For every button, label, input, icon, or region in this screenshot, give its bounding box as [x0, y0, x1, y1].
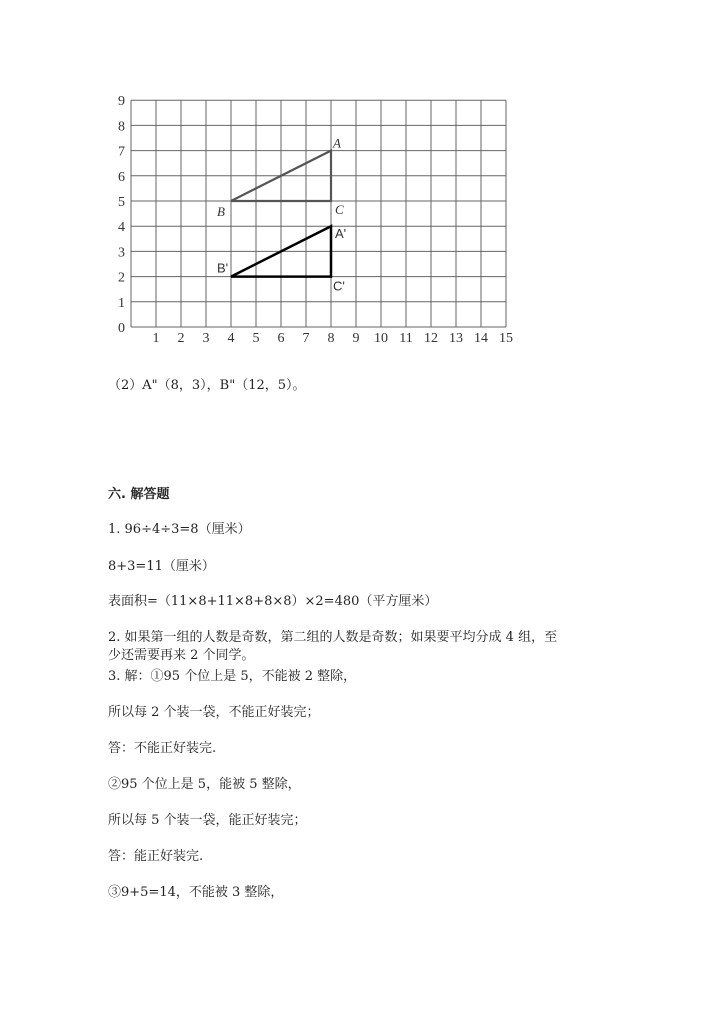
- answer-line: ③9+5=14，不能被 3 整除，: [108, 885, 284, 900]
- y-tick-label: 4: [118, 220, 125, 236]
- x-tick-label: 14: [474, 331, 488, 346]
- answer-line: 2. 如果第一组的人数是奇数，第二组的人数是奇数；如果要平均分成 4 组，至: [108, 630, 558, 645]
- y-tick-label: 8: [118, 119, 125, 135]
- x-tick-label: 8: [327, 331, 335, 346]
- coordinate-grid: [0, 0, 720, 360]
- x-tick-label: 1: [152, 331, 160, 346]
- y-tick-label: 3: [118, 245, 125, 261]
- x-tick-label: 13: [449, 331, 463, 346]
- x-tick-label: 2: [177, 331, 185, 346]
- answer-line: 答：能正好装完.: [108, 849, 204, 864]
- answer-line: 1. 96÷4÷3=8（厘米）: [108, 522, 251, 537]
- vertex-label: C: [335, 202, 344, 217]
- answer-line: ②95 个位上是 5，能被 5 整除，: [108, 777, 301, 792]
- answer-line: 3. 解：①95 个位上是 5，不能被 2 整除，: [108, 669, 357, 684]
- y-tick-label: 7: [118, 144, 125, 160]
- x-tick-label: 10: [374, 331, 388, 346]
- x-tick-label: 9: [352, 331, 360, 346]
- vertex-label: B': [217, 260, 229, 276]
- section-title: 六. 解答题: [108, 487, 170, 502]
- answer-line: 8+3=11（厘米）: [108, 559, 215, 574]
- x-tick-label: 5: [252, 331, 260, 346]
- answer-line: 表面积=（11×8+11×8+8×8）×2=480（平方厘米）: [108, 594, 438, 609]
- x-tick-label: 15: [499, 331, 513, 346]
- answer-line: 答：不能正好装完.: [108, 741, 217, 756]
- y-tick-label: 0: [118, 321, 125, 336]
- answer-line: 少还需要再来 2 个同学。: [108, 648, 255, 663]
- vertex-label: B: [217, 204, 225, 219]
- answer-line: 所以每 2 个装一袋，不能正好装完；: [108, 705, 320, 720]
- x-tick-label: 11: [399, 331, 413, 346]
- answer-line: （2）A"（8，3），B"（12，5）。: [108, 378, 306, 393]
- x-tick-label: 12: [424, 331, 438, 346]
- vertex-label: A': [335, 226, 347, 242]
- y-tick-label: 6: [118, 169, 125, 185]
- vertex-label: A: [333, 135, 341, 151]
- y-tick-label: 9: [118, 94, 125, 110]
- x-tick-label: 6: [277, 331, 285, 346]
- vertex-label: C': [333, 278, 345, 294]
- x-tick-label: 3: [202, 331, 210, 346]
- y-tick-label: 1: [118, 295, 125, 311]
- y-tick-label: 2: [118, 270, 125, 286]
- x-tick-label: 4: [227, 331, 235, 346]
- y-tick-label: 5: [118, 195, 125, 210]
- answer-line: 所以每 5 个装一袋，能正好装完；: [108, 813, 307, 828]
- x-tick-label: 7: [302, 331, 310, 346]
